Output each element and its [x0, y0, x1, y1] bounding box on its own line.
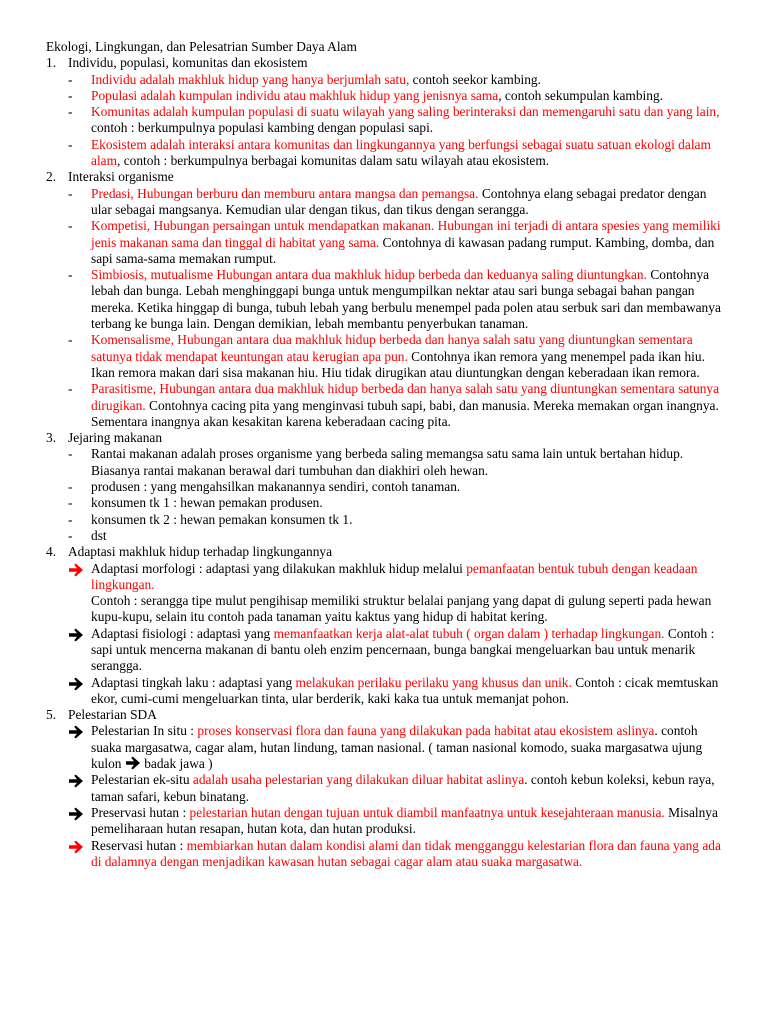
- body-text: produsen : yang mengahsilkan makanannya sendiri, contoh tanaman.: [91, 479, 461, 495]
- bullet-marker: -: [68, 511, 73, 527]
- definition-text: Individu adalah makhluk hidup yang hanya berjumlah satu,: [91, 71, 410, 87]
- arrow-bullet-icon: [68, 628, 84, 642]
- body-text: konsumen tk 1 : hewan pemakan produsen.: [91, 495, 323, 511]
- list-item: [46, 838, 726, 871]
- definition-text: Ekosistem adalah interaksi antara komunitas dan lingkungannya yang berfungsi sebagai suatu satuan ekologi dalam alam: [91, 136, 711, 169]
- list-item: [46, 723, 726, 772]
- bullet-marker: -: [68, 381, 73, 397]
- body-text: Misalnya pemeliharaan hutan resapan, hutan kota, dan hutan produksi.: [91, 804, 718, 837]
- body-text: contoh seekor kambing.: [409, 71, 541, 87]
- bullet-marker: [68, 563, 88, 581]
- body-text: Contohnya lebah dan bunga. Lebah menghinggapi bunga untuk mengumpilkan nektar atau sari bunga sebagai bahan pangan mereka. Ketika hinggap di bunga, tubuh lebah yang berbulu menempel pada polen atau serbuk sari dan membawanya terbang ke bunga lain. Dengan demikian, lebah membantu penyerbukan tanaman.: [91, 267, 721, 332]
- section-number: 5.: [46, 707, 57, 723]
- arrow-bullet-icon: [68, 840, 84, 854]
- bullet-marker: -: [68, 218, 73, 234]
- body-text: Reservasi hutan :: [91, 837, 187, 853]
- section-heading: [46, 169, 726, 185]
- bullet-marker: [68, 774, 88, 792]
- arrow-bullet-icon: [68, 807, 84, 821]
- section-number: 4.: [46, 544, 57, 560]
- body-text: Contoh : cicak memtuskan ekor, cumi-cumi mengeluarkan tinta, ular berderik, kaki kaka tua untuk memanjat pohon.: [91, 674, 719, 706]
- body-text: , contoh sekumpulan kambing.: [498, 87, 663, 103]
- arrow-bullet-icon: [125, 756, 141, 770]
- bullet-marker: -: [68, 446, 73, 462]
- sections-list: [46, 55, 726, 870]
- list-item: [46, 218, 726, 267]
- body-text: Preservasi hutan :: [91, 804, 190, 820]
- section-number: 1.: [46, 55, 57, 71]
- body-text: Adaptasi tingkah laku : adaptasi yang: [91, 674, 296, 690]
- list-item: [46, 805, 726, 838]
- bullet-marker: [68, 840, 88, 858]
- section-heading: [46, 55, 726, 71]
- list-item: [46, 675, 726, 708]
- body-text: Pelestarian In situ :: [91, 723, 198, 739]
- bullet-marker: -: [68, 185, 73, 201]
- body-text: dst: [91, 527, 107, 543]
- section-heading-text: Adaptasi makhluk hidup terhadap lingkungannya: [68, 544, 333, 560]
- highlight-text: proses konservasi flora dan fauna yang dilakukan pada habitat atau ekosistem aslinya: [197, 723, 655, 739]
- bullet-marker: -: [68, 136, 73, 152]
- list-item: [46, 381, 726, 430]
- highlight-text: pemanfaatan bentuk tubuh dengan keadaan lingkungan.: [91, 560, 698, 592]
- list-item: [46, 137, 726, 170]
- body-text: Contohnya ikan remora yang menempel pada ikan hiu. Ikan remora makan dari sisa makanan hiu. Hiu tidak dirugikan atau diuntungkan dengan keberadaan ikan remora.: [91, 348, 705, 380]
- bullet-marker: -: [68, 479, 73, 495]
- section-heading-text: Individu, populasi, komunitas dan ekosistem: [68, 55, 308, 71]
- bullet-marker: [68, 628, 88, 646]
- body-text: contoh : berkumpulnya populasi kambing dengan populasi sapi.: [91, 120, 434, 136]
- list-item: [46, 88, 726, 104]
- list-item: [46, 446, 726, 479]
- body-text: Rantai makanan adalah proses organisme yang berbeda saling memangsa satu sama lain untuk bertahan hidup. Biasanya rantai makanan berawal dari tumbuhan dan diakhiri oleh hewan.: [91, 446, 684, 478]
- bullet-marker: -: [68, 527, 73, 543]
- definition-text: Komunitas adalah kumpulan populasi di suatu wilayah yang saling berinteraksi dan memengaruhi satu dan yang lain,: [91, 104, 720, 120]
- definition-text: Parasitisme, Hubungan antara dua makhluk hidup berbeda dan hanya salah satu yang diuntungkan sementara satunya dirugikan.: [91, 381, 720, 413]
- highlight-text: memanfaatkan kerja alat-alat tubuh ( organ dalam ) terhadap lingkungan.: [273, 625, 665, 641]
- bullet-marker: [68, 807, 88, 825]
- section-heading: [46, 544, 726, 560]
- bullet-marker: [68, 677, 88, 695]
- body-text: Adaptasi fisiologi : adaptasi yang: [91, 625, 274, 641]
- bullet-marker: -: [68, 495, 73, 511]
- body-text: Contoh : sapi untuk mencerna makanan di bantu oleh enzim pencernaan, bunga bangkai mengeluarkan bau untuk menarik serangga.: [91, 625, 715, 674]
- list-item: [46, 186, 726, 219]
- list-item: [46, 479, 726, 495]
- body-text: . contoh suaka margasatwa, cagar alam, hutan lindung, taman nasional. ( taman nasional komodo, suaka margasatwa ujung kulon: [91, 723, 703, 772]
- highlight-text: adalah usaha pelestarian yang dilakukan diluar habitat aslinya: [192, 772, 525, 788]
- section-heading-text: Pelestarian SDA: [68, 707, 157, 723]
- section-number: 2.: [46, 169, 57, 185]
- document-title: Ekologi, Lingkungan, dan Pelesatrian Sumber Daya Alam: [46, 39, 357, 54]
- highlight-text: membiarkan hutan dalam kondisi alami dan tidak mengganggu kelestarian flora dan fauna yang ada di dalamnya dengan menjadikan kawasan hutan sebagai cagar alam atau suaka margasatwa.: [91, 837, 721, 869]
- body-text: . contoh kebun koleksi, kebun raya, taman safari, kebun binatang.: [91, 772, 715, 804]
- list-item: [46, 495, 726, 511]
- example-text: Contoh : serangga tipe mulut pengihisap memiliki struktur belalai panjang yang dapat di gulung seperti pada hewan kupu-kupu, selain itu contoh pada tanaman yaitu kaktus yang hidup di habitat kering.: [91, 593, 712, 625]
- section-number: 3.: [46, 430, 57, 446]
- list-item: [46, 72, 726, 88]
- section-heading-text: Interaksi organisme: [68, 169, 174, 185]
- body-text: Pelestarian ek-situ: [91, 772, 193, 788]
- section-heading: [46, 430, 726, 446]
- arrow-bullet-icon: [68, 725, 84, 739]
- bullet-marker: [68, 725, 88, 743]
- list-item: [46, 512, 726, 528]
- definition-text: Simbiosis, mutualisme Hubungan antara dua makhluk hidup berbeda dan keduanya saling diuntungkan.: [91, 267, 647, 283]
- list-item: [46, 626, 726, 675]
- list-item: [46, 772, 726, 805]
- highlight-text: pelestarian hutan dengan tujuan untuk diambil manfaatnya untuk kesejahteraan manusia.: [189, 804, 665, 820]
- body-text: badak jawa ): [140, 756, 213, 772]
- body-text: konsumen tk 2 : hewan pemakan konsumen tk 1.: [91, 511, 353, 527]
- section-heading: [46, 707, 726, 723]
- list-item: [46, 104, 726, 137]
- document-page: [46, 39, 726, 870]
- body-text: , contoh : berkumpulnya berbagai komunitas dalam satu wilayah atau ekosistem.: [117, 153, 550, 169]
- definition-text: Predasi, Hubungan berburu dan memburu antara mangsa dan pemangsa.: [91, 185, 479, 201]
- list-item: [46, 332, 726, 381]
- bullet-marker: -: [68, 71, 73, 87]
- definition-text: Kompetisi, Hubungan persaingan untuk mendapatkan makanan. Hubungan ini terjadi di antara spesies yang memiliki jenis makanan sama dan tinggal di habitat yang sama.: [91, 218, 721, 250]
- body-text: Contohnya elang sebagai predator dengan ular sebagai mangsanya. Kemudian ular dengan tikus, dan tikus dengan serangga.: [91, 185, 707, 217]
- body-text: Contohnya cacing pita yang menginvasi tubuh sapi, babi, dan manusia. Mereka memakan organ inangnya. Sementara inangnya akan kesakitan karena keberadaan cacing pita.: [91, 397, 719, 429]
- list-item: [46, 561, 726, 626]
- arrow-bullet-icon: [68, 677, 84, 691]
- body-text: Contohnya di kawasan padang rumput. Kambing, domba, dan sapi sama-sama memakan rumput.: [91, 234, 715, 266]
- bullet-marker: -: [68, 104, 73, 120]
- definition-text: Populasi adalah kumpulan individu atau makhluk hidup yang jenisnya sama: [91, 87, 499, 103]
- list-item: [46, 267, 726, 332]
- bullet-marker: -: [68, 267, 73, 283]
- highlight-text: melakukan perilaku perilaku yang khusus dan unik.: [295, 674, 572, 690]
- arrow-bullet-icon: [68, 563, 84, 577]
- list-item: [46, 528, 726, 544]
- body-text: Adaptasi morfologi : adaptasi yang dilakukan makhluk hidup melalui: [91, 560, 467, 576]
- section-heading-text: Jejaring makanan: [68, 430, 163, 446]
- bullet-marker: -: [68, 87, 73, 103]
- arrow-bullet-icon: [68, 774, 84, 788]
- bullet-marker: -: [68, 332, 73, 348]
- definition-text: Komensalisme, Hubungan antara dua makhluk hidup berbeda dan hanya salah satu yang diuntungkan sementara satunya tidak mendapat keuntungan atau kerugian apa pun.: [91, 332, 693, 364]
